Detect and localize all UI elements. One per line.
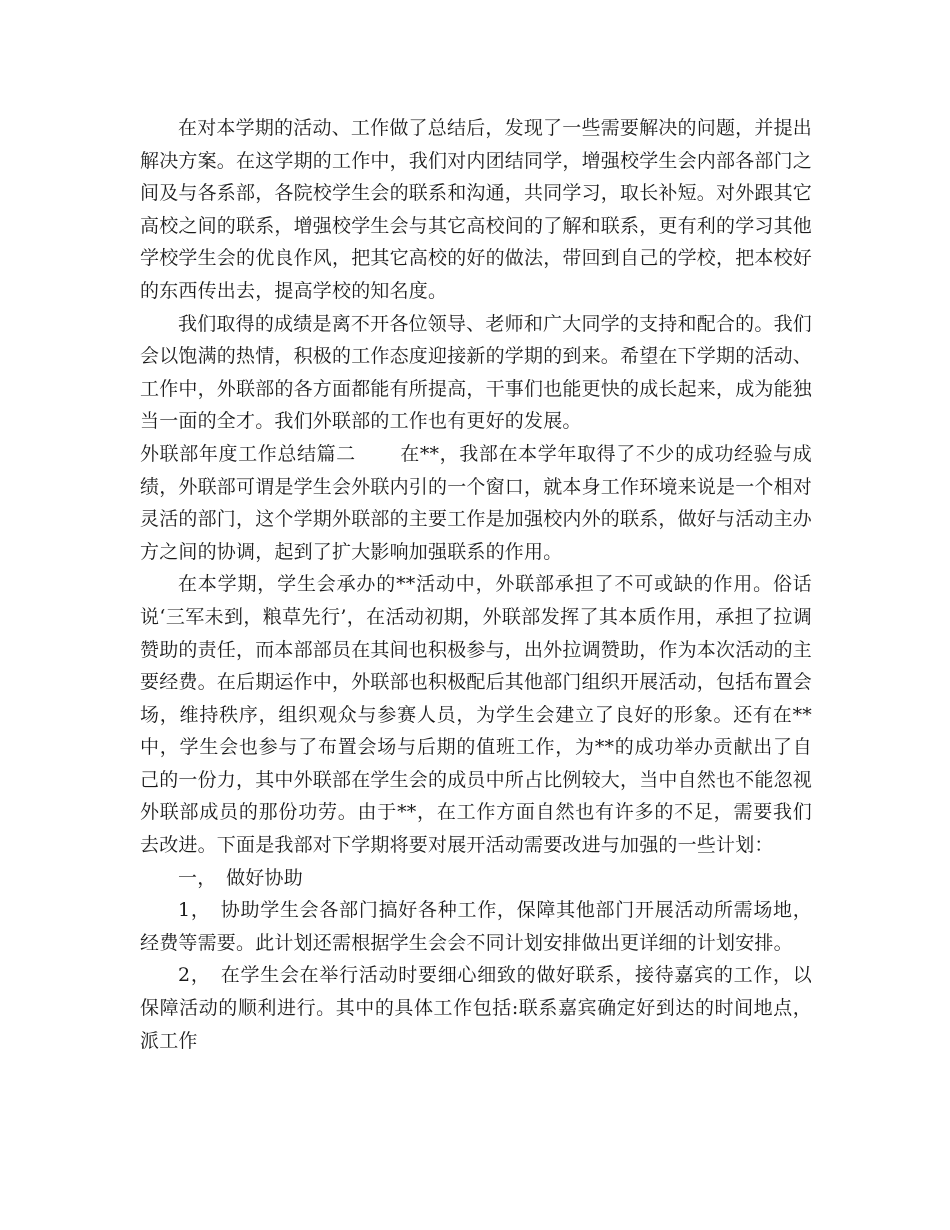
section-first-paragraph: 在**，我部在本学年取得了不少的成功经验与成绩，外联部可谓是学生会外联内引的一个窗口，就本身工作环境来说是一个相对灵活的部门，这个学期外联部的主要工作是加强校内外的联系，做好与活动主办方之间的协调，起到了扩大影响加强联系的作用。 [140, 442, 813, 563]
list-heading: 一， 做好协助 [178, 866, 303, 889]
paragraph-thanks: 我们取得的成绩是离不开各位领导、老师和广大同学的支持和配合的。我们会以饱满的热情，积极的工作态度迎接新的学期的到来。希望在下学期的活动、工作中，外联部的各方面都能有所提高，干事们也能更快的成长起来，成为能独当一面的全才。我们外联部的工作也有更好的发展。 [140, 312, 813, 433]
paragraph-summary: 在对本学期的活动、工作做了总结后，发现了一些需要解决的问题，并提出解决方案。在这学期的工作中，我们对内团结同学，增强校学生会内部各部门之间及与各系部，各院校学生会的联系和沟通，共同学习，取长补短。对外跟其它高校之间的联系，增强校学生会与其它高校间的了解和联系，更有利的学习其他学校学生会的优良作风，把其它高校的好的做法，带回到自己的学校，把本校好的东西传出去，提高学校的知名度。 [140, 117, 813, 302]
section-block [140, 438, 812, 568]
document-page [140, 112, 812, 1057]
list-item-2: 2， 在学生会在举行活动时要细心细致的做好联系，接待嘉宾的工作，以保障活动的顺利进行。其中的具体工作包括:联系嘉宾确定好到达的时间地点，派工作 [140, 964, 812, 1052]
paragraph-activities: 在本学期，学生会承办的**活动中，外联部承担了不可或缺的作用。俗话说‘三军未到，粮草先行’，在活动初期，外联部发挥了其本质作用，承担了拉调赞助的责任，而本部部员在其间也积极参与，出外拉调赞助，作为本次活动的主要经费。在后期运作中，外联部也积极配后其他部门组织开展活动，包括布置会场，维持秩序，组织观众与参赛人员，为学生会建立了良好的形象。还有在**中，学生会也参与了布置会场与后期的值班工作，为**的成功举办贡献出了自己的一份力，其中外联部在学生会的成员中所占比例较大，当中自然也不能忽视外联部成员的那份功劳。由于**，在工作方面自然也有许多的不足，需要我们去改进。下面是我部对下学期将要对展开活动需要改进与加强的一些计划： [140, 573, 813, 857]
list-item-1: 1， 协助学生会各部门搞好各种工作，保障其他部门开展活动所需场地，经费等需要。此计划还需根据学生会会不同计划安排做出更详细的计划安排。 [140, 899, 812, 954]
section-title: 外联部年度工作总结篇二 [140, 442, 356, 465]
